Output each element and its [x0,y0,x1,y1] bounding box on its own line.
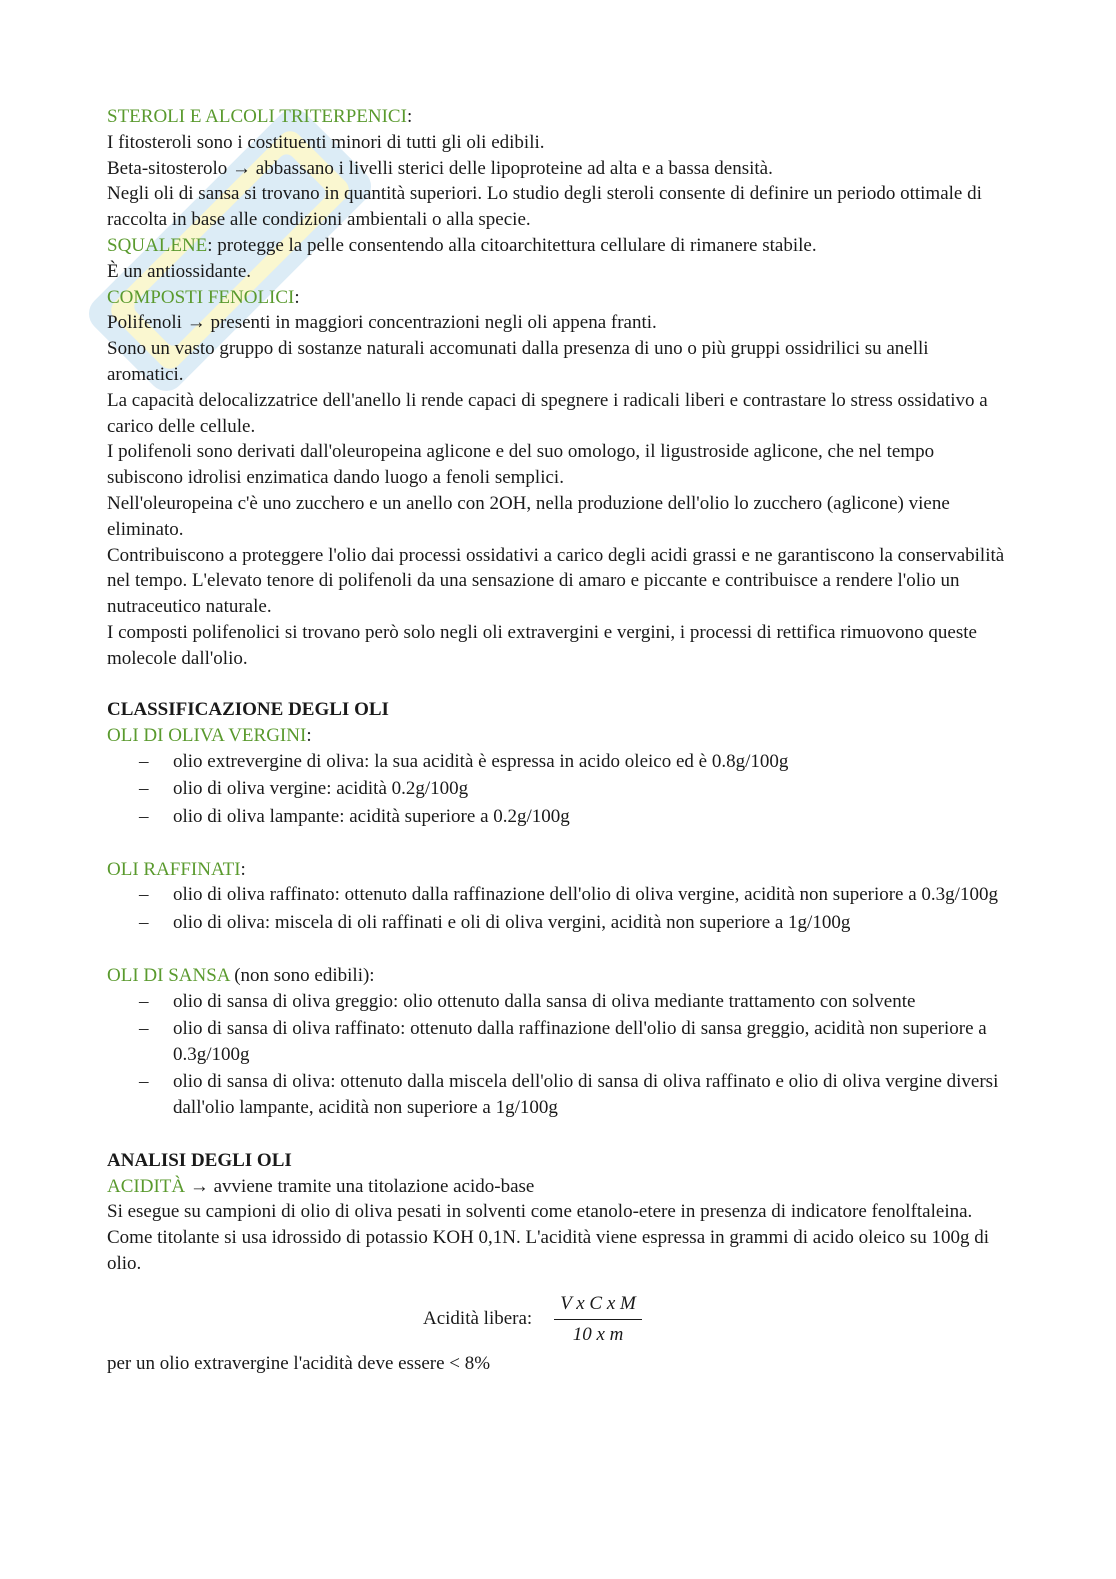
acidity-heading-line [107,1174,1007,1200]
dash-marker: – [139,1070,149,1092]
list-item [107,804,1007,830]
sterols-heading: STEROLI E ALCOLI TRITERPENICI [107,106,407,127]
phenolic-line-7: I composti polifenolici si trovano però solo negli oli extravergini e vergini, i processi di rettifica rimuovono queste molecole dall'olio. [107,621,977,669]
list-item-text: olio di sansa di oliva: ottenuto dalla miscela dell'olio di sansa di oliva raffinato e olio di oliva vergine diversi dall'olio lampante, acidità non superiore a 1g/100g [173,1070,999,1118]
phenolic-line-3: La capacità delocalizzatrice dell'anello li rende capaci di spegnere i radicali liberi e contrastare lo stress ossidativo a carico delle cellule. [107,389,988,437]
sterols-line-1: I fitosteroli sono i costituenti minori di tutti gli oli edibili. [107,131,545,153]
virgin-heading-line [107,723,1007,749]
list-item-text: olio extrevergine di oliva: la sua acidità è espressa in acido oleico ed è 0.8g/100g [173,750,789,772]
dash-marker: – [139,778,149,800]
acidity-text: → avviene tramite una titolazione acido-base [185,1175,535,1197]
sterols-line-3: Negli oli di sansa si trovano in quantità superiori. Lo studio degli steroli consente di definire un periodo ottimale di raccolta in base alle condizioni ambientali o alla specie. [107,183,982,231]
list-item-text: olio di sansa di oliva greggio: olio ottenuto dalla sansa di oliva mediante trattamento con solvente [173,990,916,1012]
analysis-title: ANALISI DEGLI OLI [107,1149,292,1171]
dash-marker: – [139,884,149,906]
list-item [107,1016,1007,1068]
pomace-list [107,989,1007,1121]
phenolic-line-2: Sono un vasto gruppo di sostanze naturali accomunati dalla presenza di uno o più gruppi ossidrilici su anelli aromatici. [107,338,929,385]
formula-label: Acidità libera: [423,1308,533,1330]
sterols-heading-line [107,104,1007,130]
spacer [107,1122,1007,1148]
list-item-text: olio di sansa di oliva raffinato: ottenuto dalla raffinazione dell'olio di sansa greggio, acidità non superiore a 0.3g/100g [173,1017,987,1065]
squalene-text: : protegge la pelle consentendo alla citoarchitettura cellulare di rimanere stabile. [207,234,817,256]
acidity-formula [107,1291,1007,1348]
spacer [107,672,1007,698]
list-item [107,1069,1007,1121]
phenolic-heading-line [107,285,1007,311]
classification-title: CLASSIFICAZIONE DEGLI OLI [107,699,389,721]
list-item [107,989,1007,1015]
refined-list [107,882,1007,935]
list-item-text: olio di oliva: miscela di oli raffinati e oli di oliva vergini, acidità non superiore a 1g/100g [173,911,851,933]
acidity-paragraph: Si esegue su campioni di olio di oliva pesati in solventi come etanolo-etere in presenza di indicatore fenolftaleina. Come titolante si usa idrossido di potassio KOH 0,1N. L'acidità viene espressa in grammi di acido oleico su 100g di olio. [107,1201,990,1275]
virgin-heading: OLI DI OLIVA VERGINI [107,725,307,747]
squalene-line-2: È un antiossidante. [107,260,252,282]
list-item-text: olio di oliva raffinato: ottenuto dalla raffinazione dell'olio di oliva vergine, acidità non superiore a 0.3g/100g [173,884,998,906]
dash-marker: – [139,805,149,827]
pomace-note: (non sono edibili): [229,964,375,986]
virgin-colon: : [306,725,312,747]
refined-heading-line [107,857,1007,883]
dash-marker: – [139,1017,149,1039]
list-item [107,882,1007,908]
sterols-line-2: Beta-sitosterolo → abbassano i livelli sterici delle lipoproteine ad alta e a bassa densità. [107,157,773,179]
virgin-list [107,749,1007,829]
sterols-colon: : [406,106,413,127]
dash-marker: – [139,911,149,933]
phenolic-colon: : [294,286,300,308]
acidity-heading: ACIDITÀ [107,1175,186,1197]
formula-denominator: 10 x m [572,1323,624,1345]
spacer [107,831,1007,857]
document-page [107,104,1007,1377]
spacer [107,937,1007,963]
pomace-heading: OLI DI SANSA [107,964,230,986]
phenolic-line-6: Contribuiscono a proteggere l'olio dai processi ossidativi a carico degli acidi grassi e ne garantiscono la conservabilità nel tempo. L'elevato tenore di polifenoli da una sensazione di amaro e piccante e contribuisce a rendere l'olio un nutraceutico naturale. [107,544,1005,618]
list-item [107,910,1007,936]
squalene-line [107,233,1007,259]
phenolic-line-1: Polifenoli → presenti in maggiori concentrazioni negli oli appena franti. [107,312,657,334]
list-item [107,749,1007,775]
phenolic-line-4: I polifenoli sono derivati dall'oleuropeina aglicone e del suo omologo, il ligustroside aglicone, che nel tempo subiscono idrolisi enzimatica dando luogo a fenoli semplici. [107,441,935,489]
formula-numerator: V x C x M [554,1291,642,1320]
formula-fraction [554,1291,642,1348]
acidity-note: per un olio extravergine l'acidità deve essere < 8% [107,1353,491,1375]
list-item-text: olio di oliva lampante: acidità superiore a 0.2g/100g [173,805,570,827]
dash-marker: – [139,990,149,1012]
pomace-heading-line [107,963,1007,989]
squalene-heading: SQUALENE [107,234,208,256]
refined-colon: : [240,858,246,880]
list-item-text: olio di oliva vergine: acidità 0.2g/100g [173,778,469,800]
list-item [107,776,1007,802]
refined-heading: OLI RAFFINATI [107,858,241,880]
dash-marker: – [139,750,149,772]
phenolic-line-5: Nell'oleuropeina c'è uno zucchero e un anello con 2OH, nella produzione dell'olio lo zucchero (aglicone) viene eliminato. [107,492,950,540]
phenolic-heading: COMPOSTI FENOLICI [107,286,295,308]
